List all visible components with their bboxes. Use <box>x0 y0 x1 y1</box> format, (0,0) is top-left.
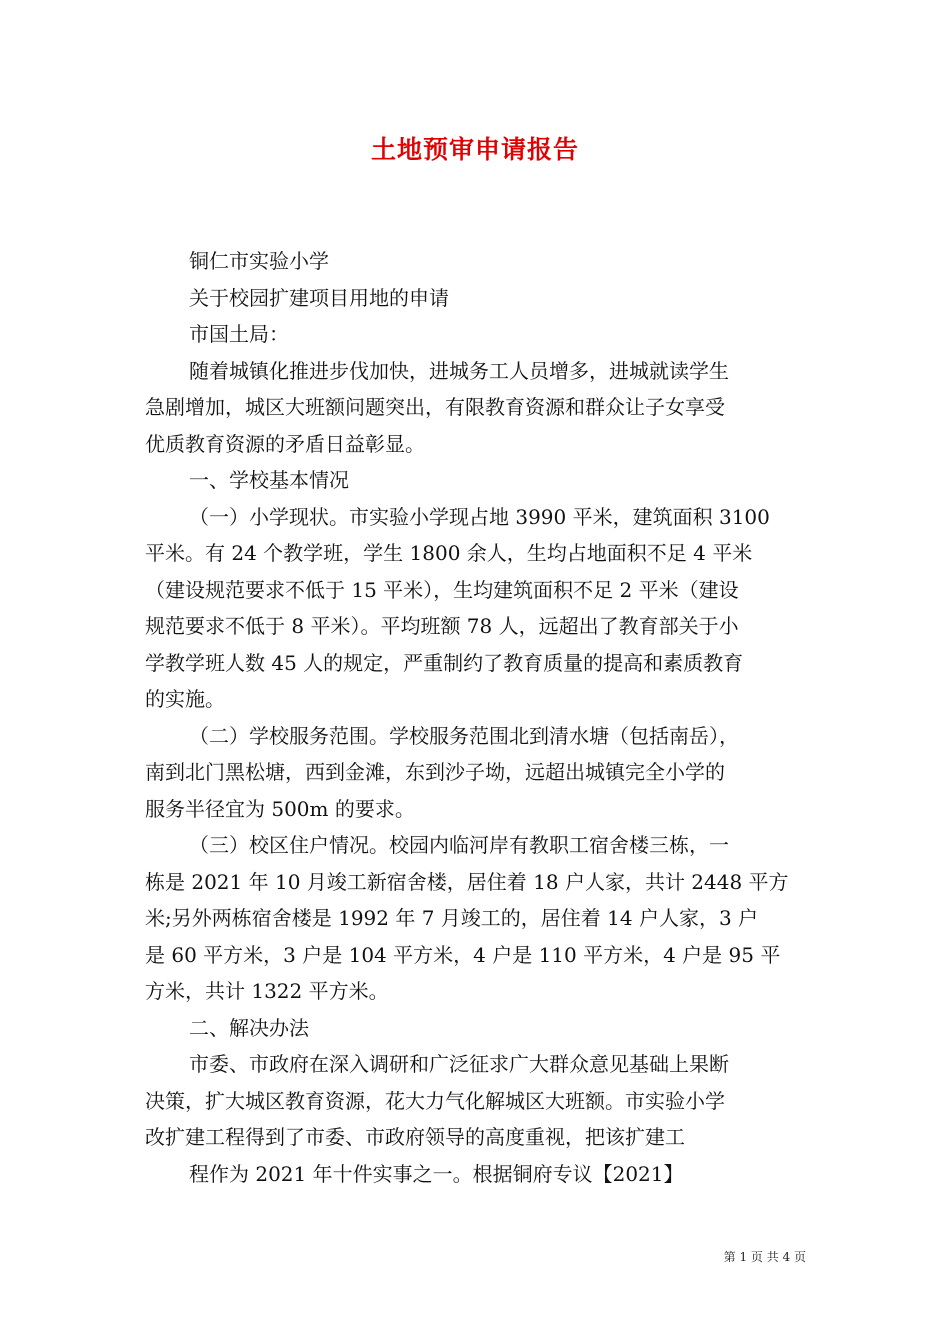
document-title: 土地预审申请报告 <box>370 135 579 164</box>
body-line: 的实施。 <box>145 687 225 711</box>
body-line: 市国土局： <box>189 322 289 346</box>
body-line: 是 60 平方米，3 户是 104 平方米，4 户是 110 平方米，4 户是 95 平 <box>145 942 781 967</box>
body-line: （二）学校服务范围。学校服务范围北到清水塘（包括南岳）， <box>189 723 739 748</box>
body-line: 服务半径宜为 500m 的要求。 <box>145 796 415 821</box>
body-line: 优质教育资源的矛盾日益彰显。 <box>145 431 425 456</box>
body-line: 关于校园扩建项目用地的申请 <box>189 285 449 310</box>
body-line: （三）校区住户情况。校园内临河岸有教职工宿舍楼三栋，一 <box>189 833 729 857</box>
body-line: （一）小学现状。市实验小学现占地 3990 平米，建筑面积 3100 <box>189 504 770 529</box>
body-line: 规范要求不低于 8 平米）。平均班额 78 人，远超出了教育部关于小 <box>145 614 739 638</box>
body-line: 随着城镇化推进步伐加快，进城务工人员增多，进城就读学生 <box>189 358 729 383</box>
body-line: （建设规范要求不低于 15 平米），生均建筑面积不足 2 平米（建设 <box>145 577 739 602</box>
body-line: 平米。有 24 个教学班，学生 1800 余人，生均占地面积不足 4 平米 <box>145 541 753 565</box>
body-line: 程作为 2021 年十件实事之一。根据铜府专议【2021】 <box>189 1161 684 1186</box>
body-line: 决策，扩大城区教育资源，花大力气化解城区大班额。市实验小学 <box>145 1088 725 1113</box>
body-line: 一、学校基本情况 <box>189 468 349 492</box>
body-line: 急剧增加，城区大班额问题突出，有限教育资源和群众让子女享受 <box>145 395 725 419</box>
body-line: 二、解决办法 <box>189 1015 309 1040</box>
body-line: 市委、市政府在深入调研和广泛征求广大群众意见基础上果断 <box>189 1052 729 1076</box>
page-number: 第 1 页 共 4 页 <box>723 1250 806 1264</box>
body-line: 改扩建工程得到了市委、市政府领导的高度重视，把该扩建工 <box>145 1125 685 1149</box>
body-line: 方米，共计 1322 平方米。 <box>145 979 389 1003</box>
body-line: 栋是 2021 年 10 月竣工新宿舍楼，居住着 18 户人家，共计 2448 平方 <box>145 869 789 894</box>
body-line: 铜仁市实验小学 <box>189 249 329 273</box>
body-line: 学教学班人数 45 人的规定，严重制约了教育质量的提高和素质教育 <box>145 650 744 675</box>
body-line: 南到北门黑松塘，西到金滩，东到沙子坳，远超出城镇完全小学的 <box>145 760 725 784</box>
body-line: 米;另外两栋宿舍楼是 1992 年 7 月竣工的，居住着 14 户人家，3 户 <box>145 906 759 930</box>
document-body <box>145 243 809 1192</box>
